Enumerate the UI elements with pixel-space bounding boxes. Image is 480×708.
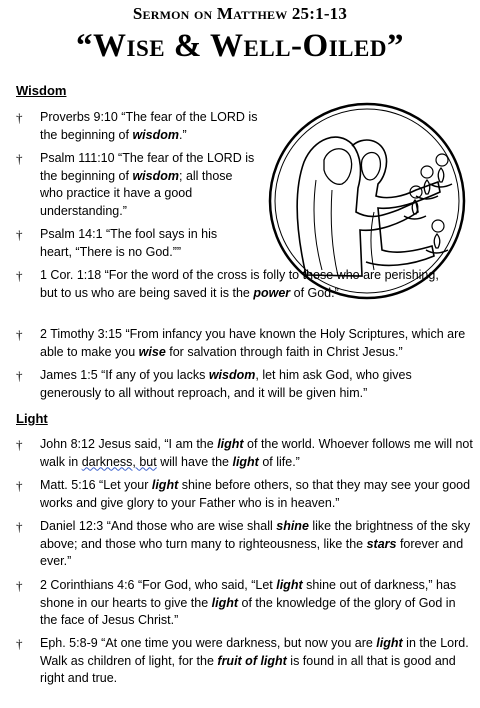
verse-text-segment: 2 Timothy 3:15 “From infancy you have known the Holy Scriptures, which are able to make you: [40, 327, 466, 359]
verse-text-segment: will have the: [156, 454, 233, 469]
cross-bullet-icon: †: [16, 151, 23, 166]
verse-text-segment: for salvation through faith in Christ Jesus.”: [165, 344, 403, 359]
emphasized-keyword: light: [376, 636, 403, 650]
emphasized-keyword: light: [211, 595, 239, 610]
verse-text-segment: Psalm 111:10 “The fear of the LORD is the beginning of: [40, 151, 255, 183]
verse-text-segment: ; all those who practice it have a good understanding.”: [40, 168, 233, 218]
verse-text-segment: 1 Cor. 1:18 “For the word of the cross is folly to those who are perishing, but to us who are being saved it is the: [40, 268, 439, 300]
emphasized-keyword: light: [276, 578, 303, 592]
scripture-text: [40, 367, 476, 402]
scripture-text: [40, 477, 476, 512]
verse-text-segment: Eph. 5:8-9 “At one time you were darkness, but now you are: [40, 636, 377, 650]
verse-text-segment: of the world. Whoever follows me will not walk in: [40, 437, 473, 469]
cross-bullet-icon: †: [16, 268, 23, 283]
verse-text-segment: is found in all that is good and right and true.: [40, 653, 456, 685]
cross-bullet-icon: †: [16, 636, 23, 651]
emphasized-keyword: wise: [138, 344, 166, 359]
scripture-text: [40, 267, 446, 302]
section-heading-wisdom: Wisdom: [16, 83, 67, 98]
emphasized-keyword: light: [232, 454, 259, 469]
cross-bullet-icon: †: [16, 227, 23, 242]
cross-bullet-icon: †: [16, 478, 23, 493]
emphasized-keyword: power: [253, 285, 291, 300]
cross-bullet-icon: †: [16, 437, 23, 452]
emphasized-keyword: stars: [366, 536, 397, 551]
verse-text-segment: in the Lord. Walk as children of light, for the: [40, 636, 469, 668]
emphasized-keyword: wisdom: [132, 127, 179, 142]
scripture-text: [40, 436, 476, 471]
verse-text-segment: Psalm 14:1 “The fool says in his heart, “There is no God.””: [40, 227, 218, 259]
scripture-text: [40, 226, 240, 261]
cross-bullet-icon: †: [16, 368, 23, 383]
sermon-title: “Wise & Well-Oiled”: [76, 28, 404, 64]
cross-bullet-icon: †: [16, 519, 23, 534]
verse-text-segment: like the brightness of the sky above; and those who turn many to righteousness, like the: [40, 519, 471, 551]
verse-text-segment: shine before others, so that they may see your good works and give glory to your Father who is in heaven.”: [40, 478, 471, 510]
scripture-text: [40, 109, 258, 144]
verse-text-segment: of the knowledge of the glory of God in the face of Jesus Christ.”: [40, 595, 456, 627]
scripture-text: [40, 326, 476, 361]
emphasized-keyword: wisdom: [208, 368, 256, 382]
emphasized-keyword: wisdom: [132, 168, 179, 183]
emphasized-keyword: light: [151, 478, 179, 492]
cross-bullet-icon: †: [16, 578, 23, 593]
scripture-text: [40, 518, 476, 571]
verse-text-segment: 2 Corinthians 4:6 “For God, who said, “Let: [40, 578, 277, 592]
verse-text-segment: Daniel 12:3 “And those who are wise shall: [40, 519, 277, 533]
scripture-text: [40, 635, 476, 688]
section-heading-light: Light: [16, 411, 48, 426]
sermon-subtitle: Sermon on Matthew 25:1-13: [132, 4, 348, 23]
emphasized-keyword: fruit of light: [217, 653, 287, 668]
verse-text-segment: James 1:5 “If any of you lacks: [40, 368, 209, 382]
scripture-text: [40, 150, 258, 220]
scripture-text: [40, 577, 476, 630]
cross-bullet-icon: †: [16, 327, 23, 342]
cross-bullet-icon: †: [16, 110, 23, 125]
emphasized-keyword: shine: [276, 519, 309, 533]
verse-text-segment: forever and ever.”: [40, 536, 464, 568]
verse-text-segment: John 8:12 Jesus said, “I am the: [40, 437, 218, 451]
verse-text-segment: Matt. 5:16 “Let your: [40, 478, 152, 492]
verse-text-segment: of life.”: [258, 454, 300, 469]
verse-text-segment: Proverbs 9:10 “The fear of the LORD is the beginning of: [40, 110, 258, 142]
verse-text-segment: shine out of darkness,” has shone in our hearts to give the: [40, 578, 457, 610]
emphasized-keyword: light: [217, 437, 244, 451]
verse-text-segment: , let him ask God, who gives generously to all without reproach, and it will be given him.”: [40, 368, 412, 400]
spellcheck-underlined-text: darkness, but: [81, 454, 157, 469]
verse-text-segment: of God.”: [290, 285, 339, 300]
verse-text-segment: .”: [179, 127, 187, 142]
